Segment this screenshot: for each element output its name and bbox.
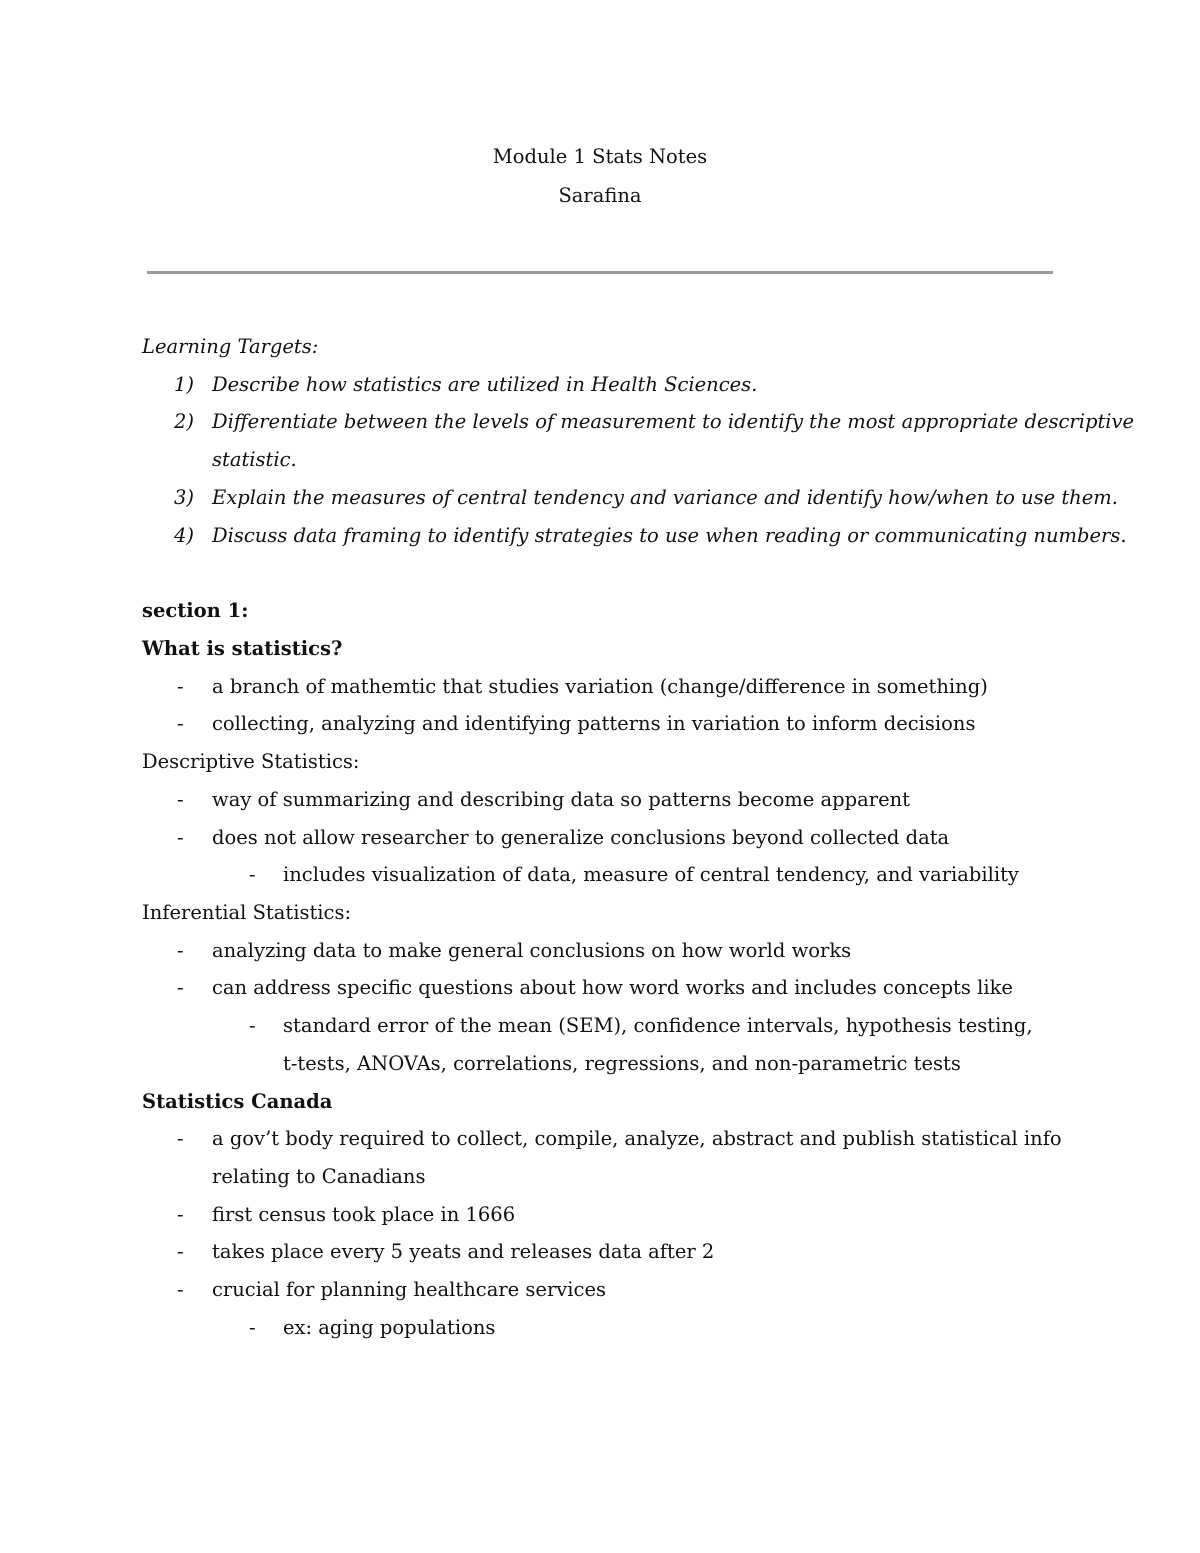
bullet-dash: - [177, 1278, 184, 1301]
section-heading: What is statistics? [142, 637, 343, 660]
subsection-heading: Statistics Canada [142, 1090, 333, 1113]
list-item: can address specific questions about how word works and includes concepts like [212, 976, 1013, 999]
list-item: crucial for planning healthcare services [212, 1278, 606, 1301]
list-item: a gov’t body required to collect, compile, analyze, abstract and publish statistical info [212, 1127, 1062, 1150]
bullet-dash: - [177, 1240, 184, 1263]
target-number: 2) [174, 410, 195, 433]
target-text: Describe how statistics are utilized in Health Sciences. [212, 373, 758, 396]
bullet-dash: - [177, 1203, 184, 1226]
document-author: Sarafina [558, 184, 642, 207]
list-item: analyzing data to make general conclusions on how world works [212, 939, 852, 962]
list-item-continued: relating to Canadians [212, 1165, 426, 1188]
list-item: takes place every 5 yeats and releases data after 2 [212, 1240, 715, 1263]
target-number: 3) [174, 486, 195, 509]
sub-list-item: includes visualization of data, measure of central tendency, and variability [283, 863, 1019, 886]
horizontal-rule [147, 271, 1053, 274]
bullet-dash: - [177, 826, 184, 849]
subsection-heading: Inferential Statistics: [142, 901, 352, 924]
bullet-dash: - [249, 1014, 256, 1037]
list-item: collecting, analyzing and identifying patterns in variation to inform decisions [212, 712, 976, 735]
sub-list-item-continued: t-tests, ANOVAs, correlations, regressions, and non-parametric tests [283, 1052, 961, 1075]
bullet-dash: - [249, 1316, 256, 1339]
learning-targets-heading: Learning Targets: [142, 335, 319, 358]
sub-list-item: ex: aging populations [283, 1316, 496, 1339]
bullet-dash: - [177, 1127, 184, 1150]
target-text: Differentiate between the levels of measurement to identify the most appropriate descriptive [212, 410, 1135, 433]
target-text: Explain the measures of central tendency and variance and identify how/when to use them. [212, 486, 1118, 509]
target-text-continued: statistic. [212, 448, 297, 471]
bullet-dash: - [177, 675, 184, 698]
target-number: 1) [174, 373, 195, 396]
section-label: section 1: [142, 599, 249, 622]
bullet-dash: - [177, 976, 184, 999]
bullet-dash: - [177, 788, 184, 811]
subsection-heading: Descriptive Statistics: [142, 750, 360, 773]
target-text: Discuss data framing to identify strategies to use when reading or communicating numbers. [212, 524, 1127, 547]
list-item: way of summarizing and describing data so patterns become apparent [212, 788, 911, 811]
bullet-dash: - [177, 712, 184, 735]
target-number: 4) [174, 524, 195, 547]
document-title: Module 1 Stats Notes [492, 145, 708, 168]
sub-list-item: standard error of the mean (SEM), confidence intervals, hypothesis testing, [283, 1014, 1033, 1037]
bullet-dash: - [249, 863, 256, 886]
list-item: does not allow researcher to generalize conclusions beyond collected data [212, 826, 950, 849]
list-item: first census took place in 1666 [212, 1203, 516, 1226]
list-item: a branch of mathemtic that studies variation (change/difference in something) [212, 675, 988, 698]
bullet-dash: - [177, 939, 184, 962]
